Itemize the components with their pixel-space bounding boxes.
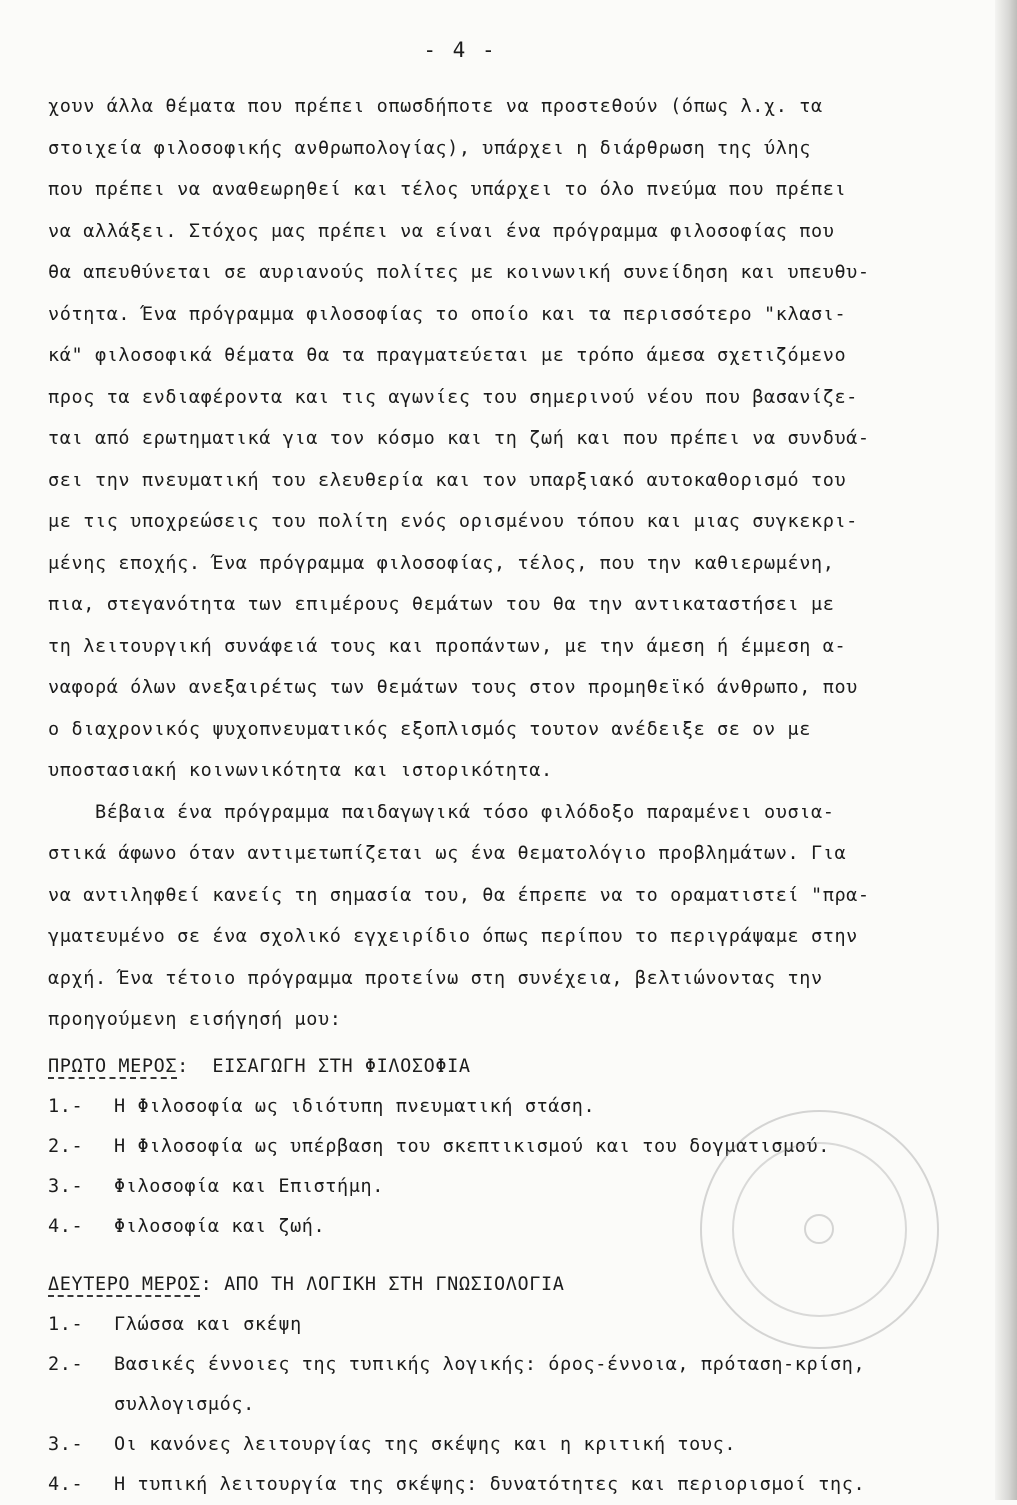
- body-line: ται από ερωτηματικά για τον κόσμο και τη ζωή και που πρέπει να συνδυά-: [48, 428, 870, 449]
- body-line: να αντιληφθεί κανείς τη σημασία του, θα έπρεπε να το οραματιστεί "πρα-: [48, 884, 870, 906]
- part-one-title: : ΕΙΣΑΓΩΓΗ ΣΤΗ ΦΙΛΟΣΟΦΙΑ: [177, 1056, 471, 1077]
- item-text: Βασικές έννοιες της τυπικής λογικής: όρος-έννοια, πρόταση-κρίση, συλλογισμός.: [114, 1354, 866, 1415]
- list-item: [48, 1465, 998, 1505]
- item-text: Φιλοσοφία και Επιστήμη.: [114, 1176, 384, 1197]
- body-text: [48, 86, 998, 1041]
- item-number: 3.-: [48, 1176, 84, 1197]
- body-line: μένης εποχής. Ένα πρόγραμμα φιλοσοφίας, τέλος, που την καθιερωμένη,: [48, 552, 835, 574]
- item-number: 4.-: [48, 1216, 84, 1237]
- body-line: στοιχεία φιλοσοφικής ανθρωπολογίας), υπάρχει η διάρθρωση της ύλης: [48, 137, 811, 159]
- item-number: 2.-: [48, 1136, 84, 1157]
- body-line: χουν άλλα θέματα που πρέπει οπωσδήποτε να προστεθούν (όπως λ.χ. τα: [48, 96, 823, 117]
- body-line: σει την πνευματική του ελευθερία και τον υπαρξιακό αυτοκαθορισμό του: [48, 469, 847, 491]
- item-text: Γλώσσα και σκέψη: [114, 1314, 302, 1335]
- item-number: 4.-: [48, 1474, 84, 1495]
- body-line: θα απευθύνεται σε αυριανούς πολίτες με κοινωνική συνείδηση και υπευθυ-: [48, 262, 870, 283]
- item-number: 1.-: [48, 1314, 84, 1335]
- item-number: 1.-: [48, 1096, 84, 1117]
- item-number: 3.-: [48, 1434, 84, 1455]
- part-two-title: : ΑΠΟ ΤΗ ΛΟΓΙΚΗ ΣΤΗ ΓΝΩΣΙΟΛΟΓΙΑ: [200, 1274, 565, 1295]
- page-edge-shadow: [995, 0, 1017, 1500]
- body-line: στικά άφωνο όταν αντιμετωπίζεται ως ένα θεματολόγιο προβλημάτων. Για: [48, 843, 847, 864]
- body-line: κά" φιλοσοφικά θέματα θα τα πραγματεύεται με τρόπο άμεσα σχετιζόμενο: [48, 345, 847, 366]
- part-one-label: ΠΡΩΤΟ ΜΕΡΟΣ: [48, 1056, 178, 1077]
- page-number: - 4 -: [423, 38, 497, 62]
- body-line: ναφορά όλων ανεξαιρέτως των θεμάτων τους στον προμηθεϊκό άνθρωπο, που: [48, 677, 858, 698]
- item-text: Η Φιλοσοφία ως υπέρβαση του σκεπτικισμού και του δογματισμού.: [114, 1136, 831, 1157]
- item-text: Η Φιλοσοφία ως ιδιότυπη πνευματική στάση.: [114, 1096, 596, 1117]
- item-text: Φιλοσοφία και ζωή.: [114, 1216, 326, 1237]
- body-line: τη λειτουργική συνάφειά τους και προπάντων, με την άμεση ή έμμεση α-: [48, 635, 847, 657]
- body-line: ο διαχρονικός ψυχοπνευματικός εξοπλισμός τουτον ανέδειξε σε ον με: [48, 718, 811, 740]
- body-line: γματευμένο σε ένα σχολικό εγχειρίδιο όπως περίπου το περιγράψαμε στην: [48, 926, 858, 947]
- body-line: να αλλάξει. Στόχος μας πρέπει να είναι ένα πρόγραμμα φιλοσοφίας που: [48, 220, 835, 242]
- item-text: Οι κανόνες λειτουργίας της σκέψης και η κριτική τους.: [114, 1434, 737, 1455]
- item-number: 2.-: [48, 1354, 84, 1375]
- body-line: προηγούμενη εισήγησή μου:: [48, 1009, 342, 1030]
- body-line: που πρέπει να αναθεωρηθεί και τέλος υπάρχει το όλο πνεύμα που πρέπει: [48, 179, 847, 200]
- body-line: νότητα. Ένα πρόγραμμα φιλοσοφίας το οποίο και τα περισσότερο "κλασι-: [48, 303, 847, 325]
- body-line: προς τα ενδιαφέροντα και τις αγωνίες του σημερινού νέου που βασανίζε-: [48, 386, 858, 408]
- part-two-label: ΔΕΥΤΕΡΟ ΜΕΡΟΣ: [48, 1274, 201, 1295]
- list-item: [48, 1345, 998, 1425]
- item-text: Η τυπική λειτουργία της σκέψης: δυνατότητες και περιορισμοί της.: [114, 1474, 866, 1495]
- part-one-heading: [48, 1046, 998, 1087]
- body-line: με τις υποχρεώσεις του πολίτη ενός ορισμένου τόπου και μιας συγκεκρι-: [48, 511, 858, 532]
- body-line: Βέβαια ένα πρόγραμμα παιδαγωγικά τόσο φιλόδοξο παραμένει ουσια-: [48, 801, 835, 823]
- body-line: αρχή. Ένα τέτοιο πρόγραμμα προτείνω στη συνέχεια, βελτιώνοντας την: [48, 967, 823, 989]
- seal-star-icon: [702, 1112, 937, 1347]
- official-seal-stamp: [700, 1110, 939, 1349]
- body-line: πια, στεγανότητα των επιμέρους θεμάτων του θα την αντικαταστήσει με: [48, 594, 835, 615]
- list-item: [48, 1425, 998, 1465]
- body-line: υποστασιακή κοινωνικότητα και ιστορικότητα.: [48, 760, 553, 781]
